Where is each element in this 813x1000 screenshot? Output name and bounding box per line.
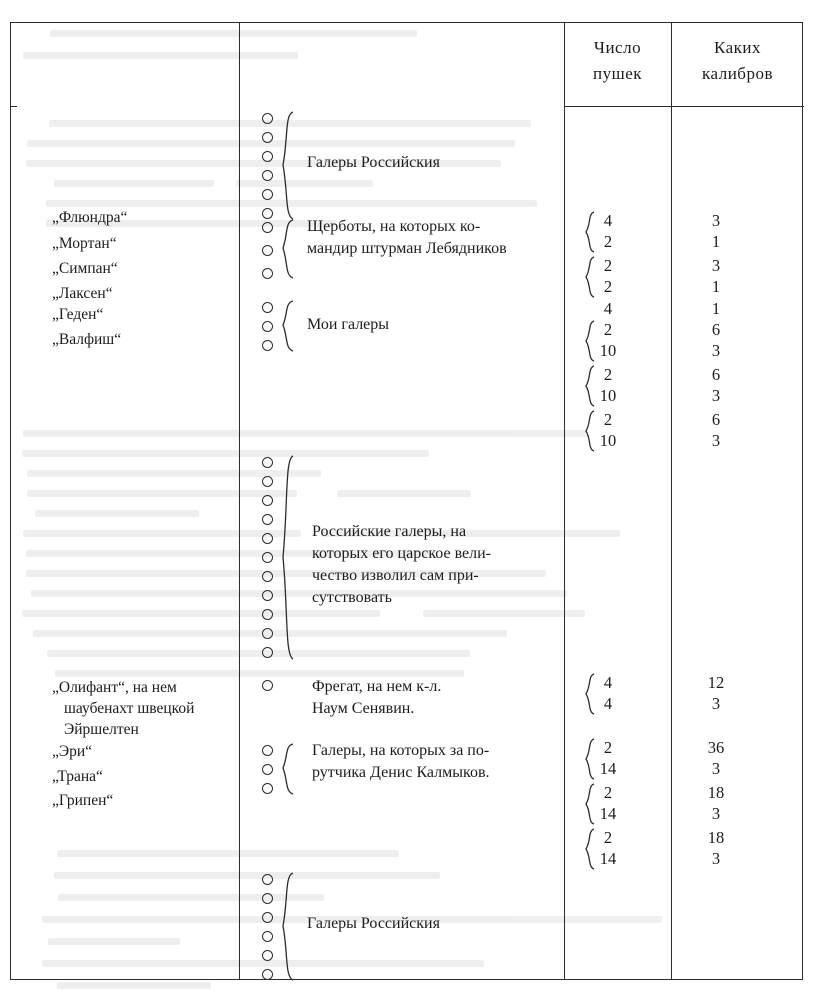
group-label-line2: Наум Сенявин. <box>312 700 415 717</box>
ship-name: „Валфиш“ <box>52 331 122 348</box>
caliber-value: 1 <box>711 299 721 318</box>
group-label-line1: Щерботы, на которых ко- <box>307 218 481 235</box>
ship-marker <box>262 208 273 219</box>
ship-name: „Флюндра“ <box>52 209 128 226</box>
ship-marker <box>262 457 273 468</box>
caliber-value: 3 <box>711 386 721 405</box>
group-label-line2: рутчика Денис Калмыков. <box>312 764 490 781</box>
group-brace <box>279 110 297 222</box>
group-label-line1: Галеры, на которых за по- <box>312 742 490 759</box>
ship-name-line3: Эйршелтен <box>64 721 139 738</box>
group-label: Мои галеры <box>307 316 390 333</box>
group-label-line2: которых его царское вели- <box>312 545 492 562</box>
column-header-caliber <box>671 35 804 87</box>
caliber-value: 3 <box>711 341 721 360</box>
ship-marker <box>262 912 273 923</box>
caliber-value: 3 <box>711 431 721 450</box>
ship-marker <box>262 764 273 775</box>
caliber-value: 6 <box>711 410 721 429</box>
ship-marker <box>262 222 273 233</box>
ship-name: „Грипен“ <box>52 792 114 809</box>
count-value: 2 <box>603 410 613 429</box>
caliber-value: 12 <box>707 673 725 692</box>
caliber-value: 3 <box>711 256 721 275</box>
ship-marker <box>262 680 273 691</box>
ship-marker <box>262 340 273 351</box>
column-header-caliber-line2: калибров <box>702 64 773 83</box>
ship-marker <box>262 931 273 942</box>
column-divider-1 <box>239 23 240 979</box>
caliber-value: 3 <box>711 211 721 230</box>
group-label-line3: чество изволил сам при- <box>312 567 479 584</box>
group-brace <box>279 218 297 280</box>
ship-marker <box>262 552 273 563</box>
group-label-line4: сутствовать <box>312 589 392 606</box>
count-value: 4 <box>603 673 613 692</box>
ship-name: „Лаксен“ <box>52 285 113 302</box>
column-header-count <box>564 35 671 87</box>
count-value: 10 <box>599 431 617 450</box>
ship-name: „Эри“ <box>52 743 93 760</box>
header-divider <box>564 106 804 107</box>
caliber-value: 1 <box>711 277 721 296</box>
caliber-value: 3 <box>711 759 721 778</box>
ship-marker <box>262 268 273 279</box>
column-divider-2 <box>564 23 565 979</box>
caliber-value: 3 <box>711 849 721 868</box>
count-value: 2 <box>603 738 613 757</box>
ship-marker <box>262 950 273 961</box>
ship-marker <box>262 245 273 256</box>
column-header-count-line2: пушек <box>593 64 642 83</box>
group-label: Галеры Российския <box>307 154 440 171</box>
group-label-line1: Российские галеры, на <box>312 523 467 540</box>
count-value: 14 <box>599 849 617 868</box>
ship-marker <box>262 113 273 124</box>
ship-marker <box>262 571 273 582</box>
count-value: 2 <box>603 365 613 384</box>
ship-marker <box>262 170 273 181</box>
count-value: 2 <box>603 256 613 275</box>
count-value: 10 <box>599 386 617 405</box>
ship-marker <box>262 609 273 620</box>
caliber-value: 18 <box>707 783 725 802</box>
count-value: 14 <box>599 804 617 823</box>
group-label-line2: мандир штурман Лебядников <box>307 240 507 257</box>
count-value: 14 <box>599 759 617 778</box>
caliber-value: 3 <box>711 694 721 713</box>
ship-marker <box>262 533 273 544</box>
group-label: Галеры Российския <box>307 915 440 932</box>
count-value: 2 <box>603 232 613 251</box>
group-brace <box>279 871 297 983</box>
count-value: 2 <box>603 783 613 802</box>
ship-marker <box>262 476 273 487</box>
count-value: 4 <box>603 211 613 230</box>
column-divider-3 <box>671 23 672 979</box>
count-value: 2 <box>603 320 613 339</box>
group-brace <box>279 299 297 353</box>
column-header-count-line1: Число <box>593 38 642 57</box>
ship-marker <box>262 783 273 794</box>
ship-marker <box>262 969 273 980</box>
count-value: 4 <box>603 694 613 713</box>
count-value: 4 <box>603 299 613 318</box>
ship-marker <box>262 189 273 200</box>
group-label-line1: Фрегат, на нем к-л. <box>312 678 442 695</box>
ship-marker <box>262 321 273 332</box>
ship-marker <box>262 514 273 525</box>
ship-marker <box>262 302 273 313</box>
count-value: 2 <box>603 828 613 847</box>
caliber-value: 36 <box>707 738 725 757</box>
ship-marker <box>262 495 273 506</box>
ship-marker <box>262 590 273 601</box>
ship-marker <box>262 745 273 756</box>
header-tick-left <box>11 106 17 107</box>
ship-marker <box>262 628 273 639</box>
ship-name: „Трана“ <box>52 768 103 785</box>
ship-name: „Мортан“ <box>52 235 117 252</box>
ship-name-line2: шаубенахт швецкой <box>64 700 195 717</box>
caliber-value: 1 <box>711 232 721 251</box>
caliber-value: 6 <box>711 365 721 384</box>
column-header-caliber-line1: Каких <box>713 38 762 57</box>
caliber-value: 6 <box>711 320 721 339</box>
group-brace <box>279 742 297 796</box>
ship-name-line1: „Олифант“, на нем <box>52 679 177 696</box>
caliber-value: 18 <box>707 828 725 847</box>
ship-marker <box>262 647 273 658</box>
ship-marker <box>262 893 273 904</box>
ship-marker <box>262 151 273 162</box>
caliber-value: 3 <box>711 804 721 823</box>
ship-name: „Симпан“ <box>52 260 118 277</box>
count-value: 10 <box>599 341 617 360</box>
group-brace <box>279 454 297 662</box>
ship-marker <box>262 874 273 885</box>
count-value: 2 <box>603 277 613 296</box>
ship-marker <box>262 132 273 143</box>
ship-name: „Геден“ <box>52 306 104 323</box>
